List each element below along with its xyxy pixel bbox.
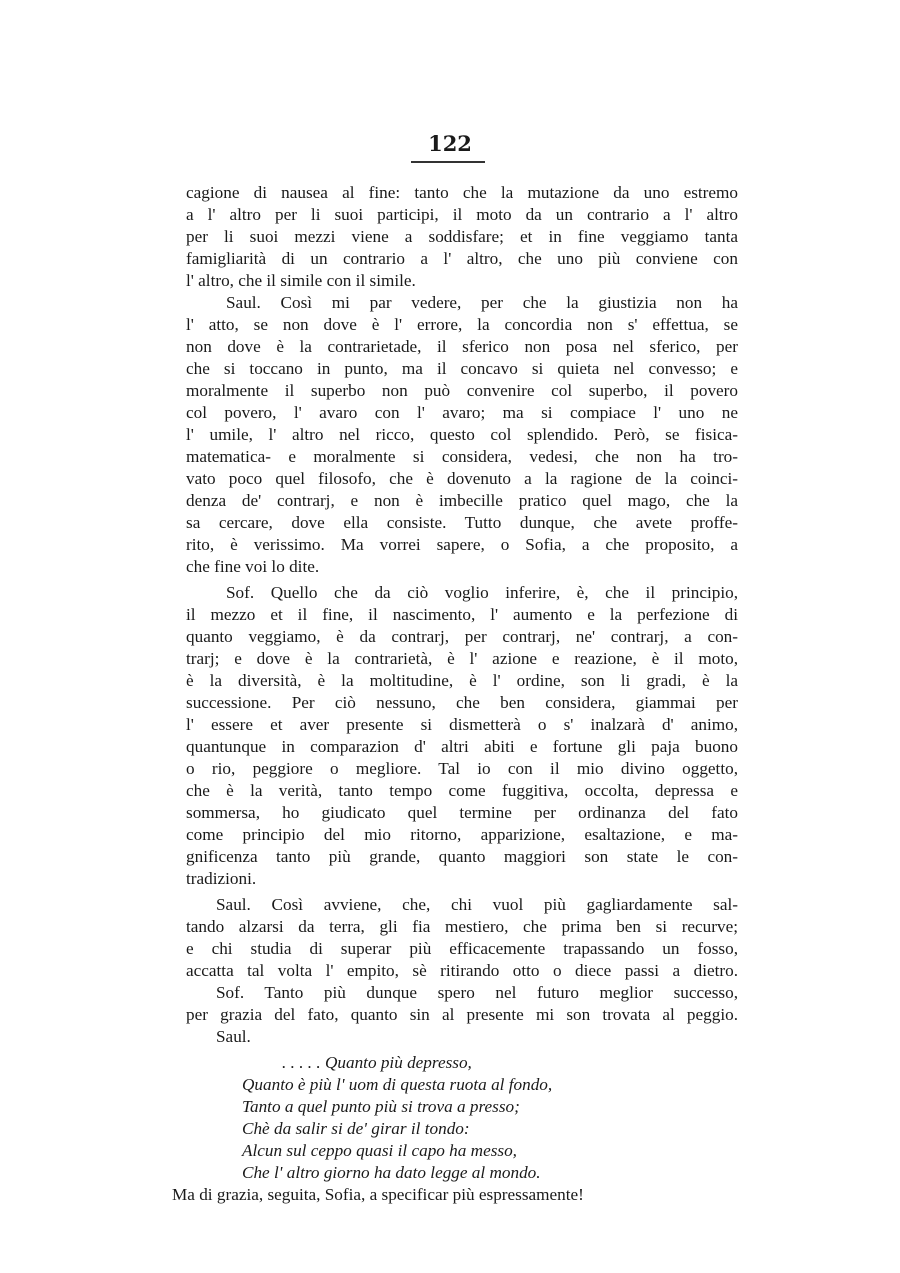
- text-line: gnificenza tanto più grande, quanto maggiori son state le con-: [186, 847, 738, 866]
- text-line: come principio del mio ritorno, apparizione, esaltazione, e ma-: [186, 825, 738, 844]
- text-line: a l' altro per li suoi participi, il moto da un contrario a l' altro: [186, 205, 738, 224]
- text-line: per grazia del fato, quanto sin al presente mi son trovata al peggio.: [186, 1005, 738, 1024]
- text-line: trarj; e dove è la contrarietà, è l' azione e reazione, è il moto,: [186, 649, 738, 668]
- text-line: sommersa, ho giudicato quel termine per ordinanza del fato: [186, 803, 738, 822]
- verse-line: Tanto a quel punto più si trova a presso;: [242, 1097, 520, 1116]
- text-line: o rio, peggiore o megliore. Tal io con il mio divino oggetto,: [186, 759, 738, 778]
- text-line: che si toccano in punto, ma il concavo si quieta nel convesso; e: [186, 359, 738, 378]
- text-line: famigliarità di un contrario a l' altro, che uno più conviene con: [186, 249, 738, 268]
- text-line: e chi studia di superar più efficacemente trapassando un fosso,: [186, 939, 738, 958]
- text-line: Saul. Così mi par vedere, per che la giustizia non ha: [226, 293, 738, 312]
- text-line: Saul.: [216, 1027, 251, 1046]
- text-line: Saul. Così avviene, che, chi vuol più gagliardamente sal-: [216, 895, 738, 914]
- text-line: Sof. Quello che da ciò voglio inferire, è, che il principio,: [226, 583, 738, 602]
- text-line: matematica- e moralmente si considera, vedesi, che non ha tro-: [186, 447, 738, 466]
- text-line: tradizioni.: [186, 869, 257, 888]
- verse-line: Chè da salir si de' girar il tondo:: [242, 1119, 470, 1138]
- text-line: l' altro, che il simile con il simile.: [186, 271, 416, 290]
- verse-line: Alcun sul ceppo quasi il capo ha messo,: [242, 1141, 517, 1160]
- text-line: denza de' contrarj, e non è imbecille pratico quel mago, che la: [186, 491, 738, 510]
- text-line: l' atto, se non dove è l' errore, la concordia non s' effettua, se: [186, 315, 738, 334]
- verse-line: Quanto è più l' uom di questa ruota al fondo,: [242, 1075, 553, 1094]
- text-line: cagione di nausea al fine: tanto che la mutazione da uno estremo: [186, 183, 738, 202]
- text-line: non dove è la contrarietade, il sferico non posa nel sferico, per: [186, 337, 738, 356]
- text-line: l' essere et aver presente si dismetterà o s' inalzarà d' animo,: [186, 715, 738, 734]
- text-line: che è la verità, tanto tempo come fuggitiva, occolta, depressa e: [186, 781, 738, 800]
- text-line: rito, è verissimo. Ma vorrei sapere, o Sofia, a che proposito, a: [186, 535, 738, 554]
- text-line: quanto veggiamo, è da contrarj, per contrarj, ne' contrarj, a con-: [186, 627, 738, 646]
- text-line: sa cercare, dove ella consiste. Tutto dunque, che avete proffe-: [186, 513, 738, 532]
- text-line: che fine voi lo dite.: [186, 557, 320, 576]
- text-line: il mezzo et il fine, il nascimento, l' aumento e la perfezione di: [186, 605, 738, 624]
- text-line: col povero, l' avaro con l' avaro; ma si compiace l' uno ne: [186, 403, 738, 422]
- text-line: successione. Per ciò nessuno, che ben considera, giammai per: [186, 693, 738, 712]
- text-line: moralmente il superbo non può convenire col superbo, il povero: [186, 381, 738, 400]
- verse-line: . . . . . Quanto più depresso,: [282, 1053, 472, 1072]
- header-rule: [411, 161, 485, 163]
- text-line: Ma di grazia, seguita, Sofia, a specificar più espressamente!: [172, 1185, 584, 1204]
- text-line: per li suoi mezzi viene a soddisfare; et in fine veggiamo tanta: [186, 227, 738, 246]
- text-line: tando alzarsi da terra, gli fia mestiero, che prima ben si recurve;: [186, 917, 738, 936]
- verse-line: Che l' altro giorno ha dato legge al mondo.: [242, 1163, 541, 1182]
- body-text: [172, 182, 738, 1206]
- text-line: l' umile, l' altro nel ricco, questo col splendido. Però, se fisica-: [186, 425, 738, 444]
- text-line: è la diversità, è la moltitudine, è l' ordine, son li gradi, è la: [186, 671, 738, 690]
- text-line: vato poco quel filosofo, che è dovenuto a la ragione de la coinci-: [186, 469, 738, 488]
- page-number: 122: [428, 131, 472, 156]
- text-line: quantunque in comparazion d' altri abiti e fortune gli paja buono: [186, 737, 738, 756]
- text-line: Sof. Tanto più dunque spero nel futuro meglior successo,: [216, 983, 738, 1002]
- text-line: accatta tal volta l' empito, sè ritirando otto o diece passi a dietro.: [186, 961, 738, 980]
